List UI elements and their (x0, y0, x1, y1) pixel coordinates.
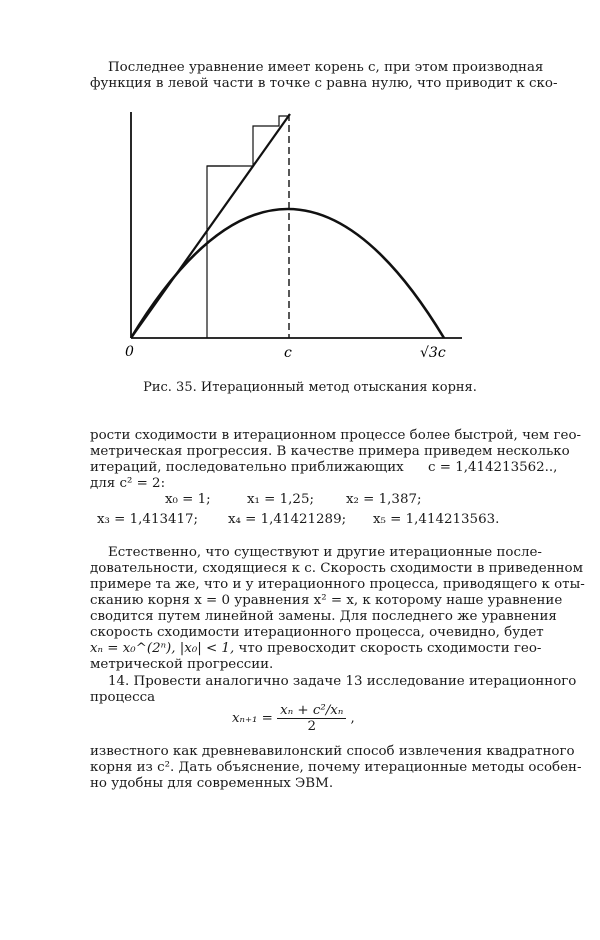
task14-line-1: 14. Провести аналогично задаче 13 исследование итерационного (108, 674, 577, 689)
task14-line-4: корня из c². Дать объяснение, почему итерационные методы особен- (90, 760, 582, 775)
task14-line-2: процесса (90, 690, 156, 705)
formula-lhs: xₙ₊₁ = (232, 711, 273, 726)
formula-numerator: xₙ + c²/xₙ (277, 703, 346, 719)
formula-fraction (277, 703, 346, 734)
task14-line-3: известного как древневавилонский способ извлечения квадратного (90, 744, 575, 759)
root-label: √3c (420, 345, 446, 361)
iteration-x0: x₀ = 1; (165, 492, 211, 507)
p2-line-3-value: c = 1,414213562.., (427, 460, 558, 475)
formula-tail: , (350, 711, 355, 726)
p3-line-5: сводится путем линейной замены. Для последнего же уравнения (90, 609, 557, 624)
iteration-x2: x₂ = 1,387; (346, 492, 422, 507)
intro-line-2: функция в левой части в точке c равна нулю, что приводит к ско- (90, 76, 558, 91)
task-14-continued (90, 744, 582, 792)
p3-line-7-text: что превосходит скорость сходимости гео- (238, 641, 542, 656)
paragraph-2 (90, 428, 582, 492)
formula-denominator: 2 (307, 719, 316, 734)
p3-line-7 (90, 641, 542, 657)
p3-line-1: Естественно, что существуют и другие итерационные после- (108, 545, 542, 560)
iteration-x5: x₅ = 1,414213563. (373, 512, 500, 527)
babylonian-formula (232, 703, 355, 734)
iteration-staircase (207, 116, 289, 338)
paragraph-3 (90, 545, 585, 673)
iteration-figure (0, 100, 600, 380)
p2-line-4: для c² = 2: (90, 476, 166, 491)
iteration-x4: x₄ = 1,41421289; (228, 512, 347, 527)
p3-line-8: метрической прогрессии. (90, 657, 274, 672)
iteration-x3: x₃ = 1,413417; (97, 512, 199, 527)
p3-line-2: довательности, сходящиеся к c. Скорость сходимости в приведенном (90, 561, 584, 576)
c-label: c (284, 345, 292, 361)
iteration-x1: x₁ = 1,25; (247, 492, 314, 507)
origin-label: 0 (125, 344, 134, 360)
p2-line-2: метрическая прогрессия. В качестве примера приведем несколько (90, 444, 570, 459)
p2-line-1: рости сходимости в итерационном процессе более быстрой, чем гео- (90, 428, 582, 443)
diagonal-line (131, 114, 290, 338)
p3-line-4: сканию корня x = 0 уравнения x² = x, к которому наше уравнение (90, 593, 563, 608)
p3-line-7-formula: xₙ = x₀^(2ⁿ), |x₀| < 1, (90, 641, 235, 656)
p3-line-6: скорость сходимости итерационного процесса, очевидно, будет (90, 625, 544, 640)
figure-caption: Рис. 35. Итерационный метод отыскания корня. (143, 380, 477, 395)
p2-line-3-text: итераций, последовательно приближающих (90, 460, 404, 475)
task-14 (90, 674, 577, 706)
p3-line-3: примере та же, что и у итерационного процесса, приводящего к оты- (90, 577, 585, 592)
p2-line-3 (90, 460, 558, 476)
intro-paragraph (90, 60, 558, 92)
intro-line-1: Последнее уравнение имеет корень c, при этом производная (108, 60, 544, 75)
task14-line-5: но удобны для современных ЭВМ. (90, 776, 334, 791)
